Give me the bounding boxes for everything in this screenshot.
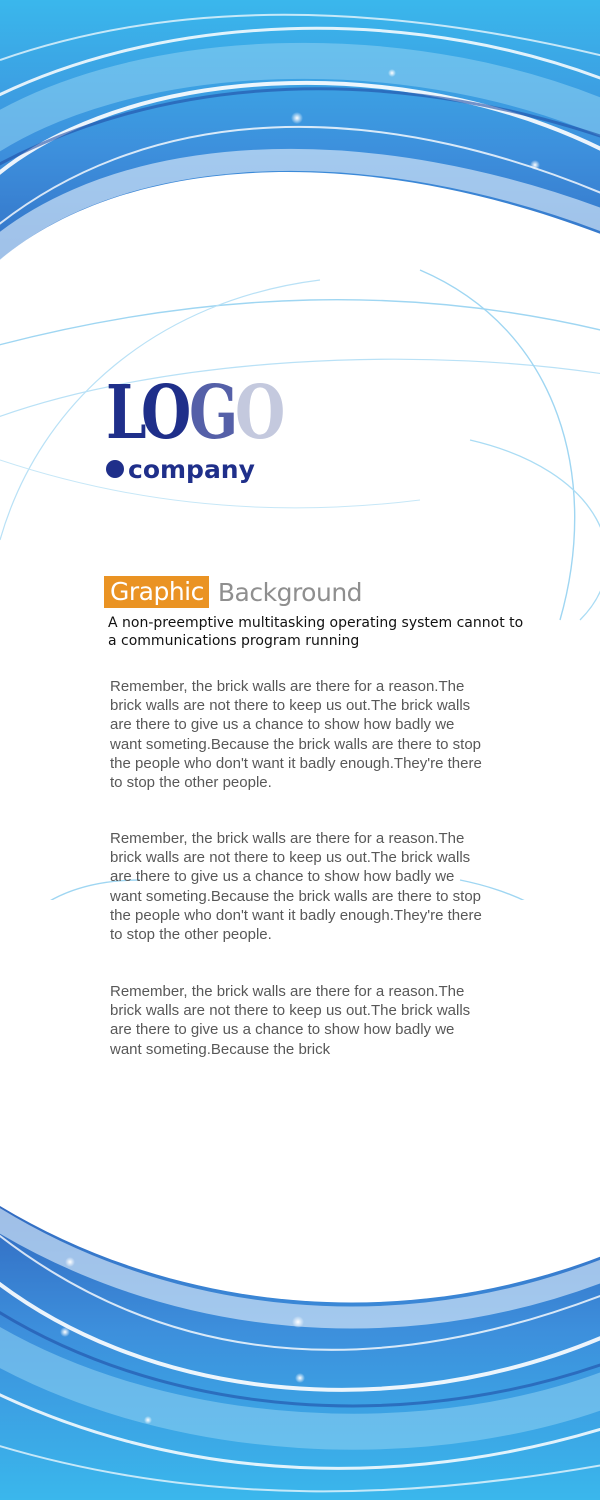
sparkle [295, 172, 305, 182]
sparkle [525, 233, 535, 243]
sparkle [65, 1257, 75, 1267]
logo-letter: L [106, 370, 145, 456]
body-paragraph-2: Remember, the brick walls are there for a reason.The brick walls are not there to keep us out.The brick walls are there to give us a chance to show how badly we want someting.Because the brick walls are there to stop the people who don't want it badly enough.They're there to stop the other people. [110, 830, 482, 944]
sparkle [530, 160, 540, 170]
body-paragraph-3: Remember, the brick walls are there for a reason.The brick walls are not there to keep us out.The brick walls are there to give us a chance to show how badly we want someting.Because the brick [110, 983, 471, 1058]
section-heading [104, 576, 362, 608]
logo-letter: G [188, 370, 236, 456]
bottom-white-mask [0, 900, 600, 1303]
logo-company [106, 454, 255, 484]
logo-letter: O [141, 370, 189, 456]
heading-highlight: Graphic [104, 576, 209, 608]
heading-rest: Background [217, 577, 363, 607]
logo-company-text: company [128, 454, 255, 484]
sparkle [292, 1316, 304, 1328]
logo-dot-icon [106, 460, 124, 478]
sparkle [144, 1416, 152, 1424]
logo-letter: O [234, 370, 283, 456]
sparkle [295, 1373, 305, 1383]
logo-wordmark [106, 372, 282, 454]
body-paragraph-1: Remember, the brick walls are there for a reason.The brick walls are not there to keep us out.The brick walls are there to give us a chance to show how badly we want someting.Because the brick walls are there to stop the people who don't want it badly enough.They're there to stop the other people. [110, 678, 482, 792]
sparkle [291, 112, 303, 124]
sparkle [388, 69, 396, 77]
sparkle [60, 1327, 70, 1337]
logo [106, 372, 306, 484]
subtitle: A non-preemptive multitasking operating system cannot to a communications program running [108, 615, 524, 649]
